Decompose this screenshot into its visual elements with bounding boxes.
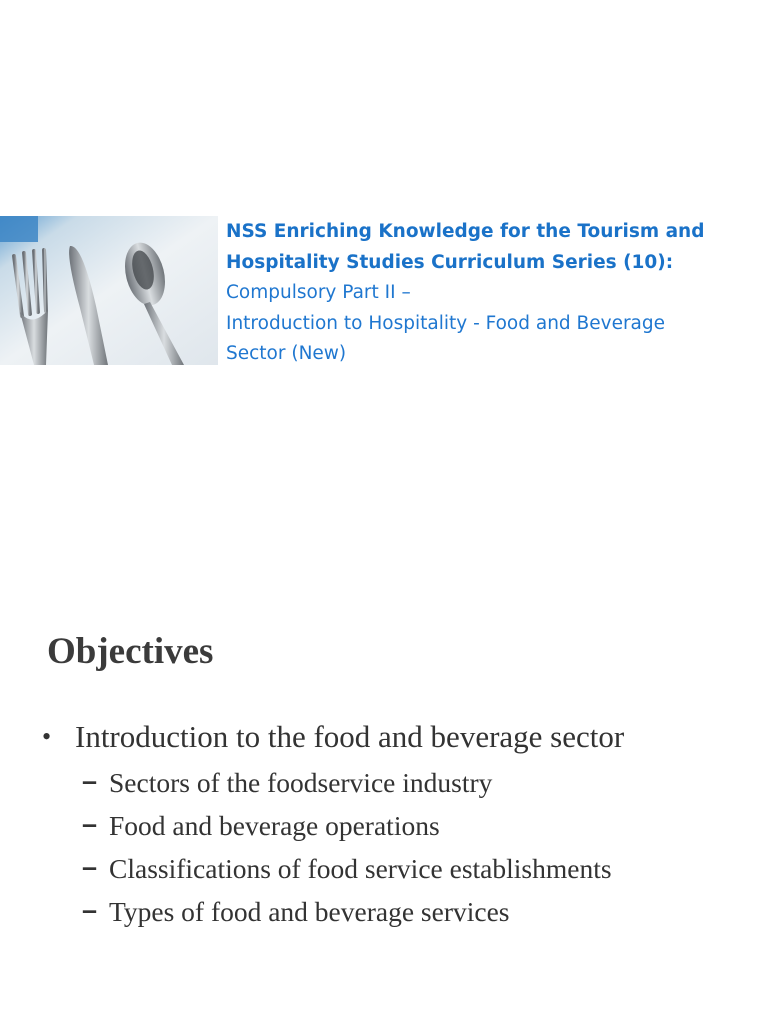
sub-list-item-label: Sectors of the foodservice industry [109,767,493,798]
cutlery-photo-icon [0,216,218,365]
sub-list-item [42,847,762,890]
objectives-title: Objectives [47,631,214,672]
sub-list-item-label: Classifications of food service establishments [109,853,612,884]
list-item-label: Introduction to the food and beverage sector [75,719,625,754]
sub-list [42,761,762,933]
sub-list-item [42,761,762,804]
list-item [42,713,762,761]
series-title-line: NSS Enriching Knowledge for the Tourism and [226,221,705,242]
bullet-icon: • [42,722,52,751]
subtitle-line: Sector (New) [226,343,347,364]
sub-list-item-label: Food and beverage operations [109,810,440,841]
sub-list-item [42,890,762,933]
subtitle-line: Introduction to Hospitality - Food and Beverage [226,312,666,334]
series-title-line: Hospitality Studies Curriculum Series (10): [226,251,674,273]
series-heading [226,217,756,370]
subtitle-line: Compulsory Part II – [226,282,411,303]
dash-icon: – [82,766,98,796]
sub-list-item [42,804,762,847]
dash-icon: – [82,895,98,925]
sub-list-item-label: Types of food and beverage services [109,896,510,927]
dash-icon: – [82,809,98,839]
cutlery-image [0,216,218,365]
sub-list-container [42,761,762,933]
objectives-list [42,713,762,933]
dash-icon: – [82,852,98,882]
